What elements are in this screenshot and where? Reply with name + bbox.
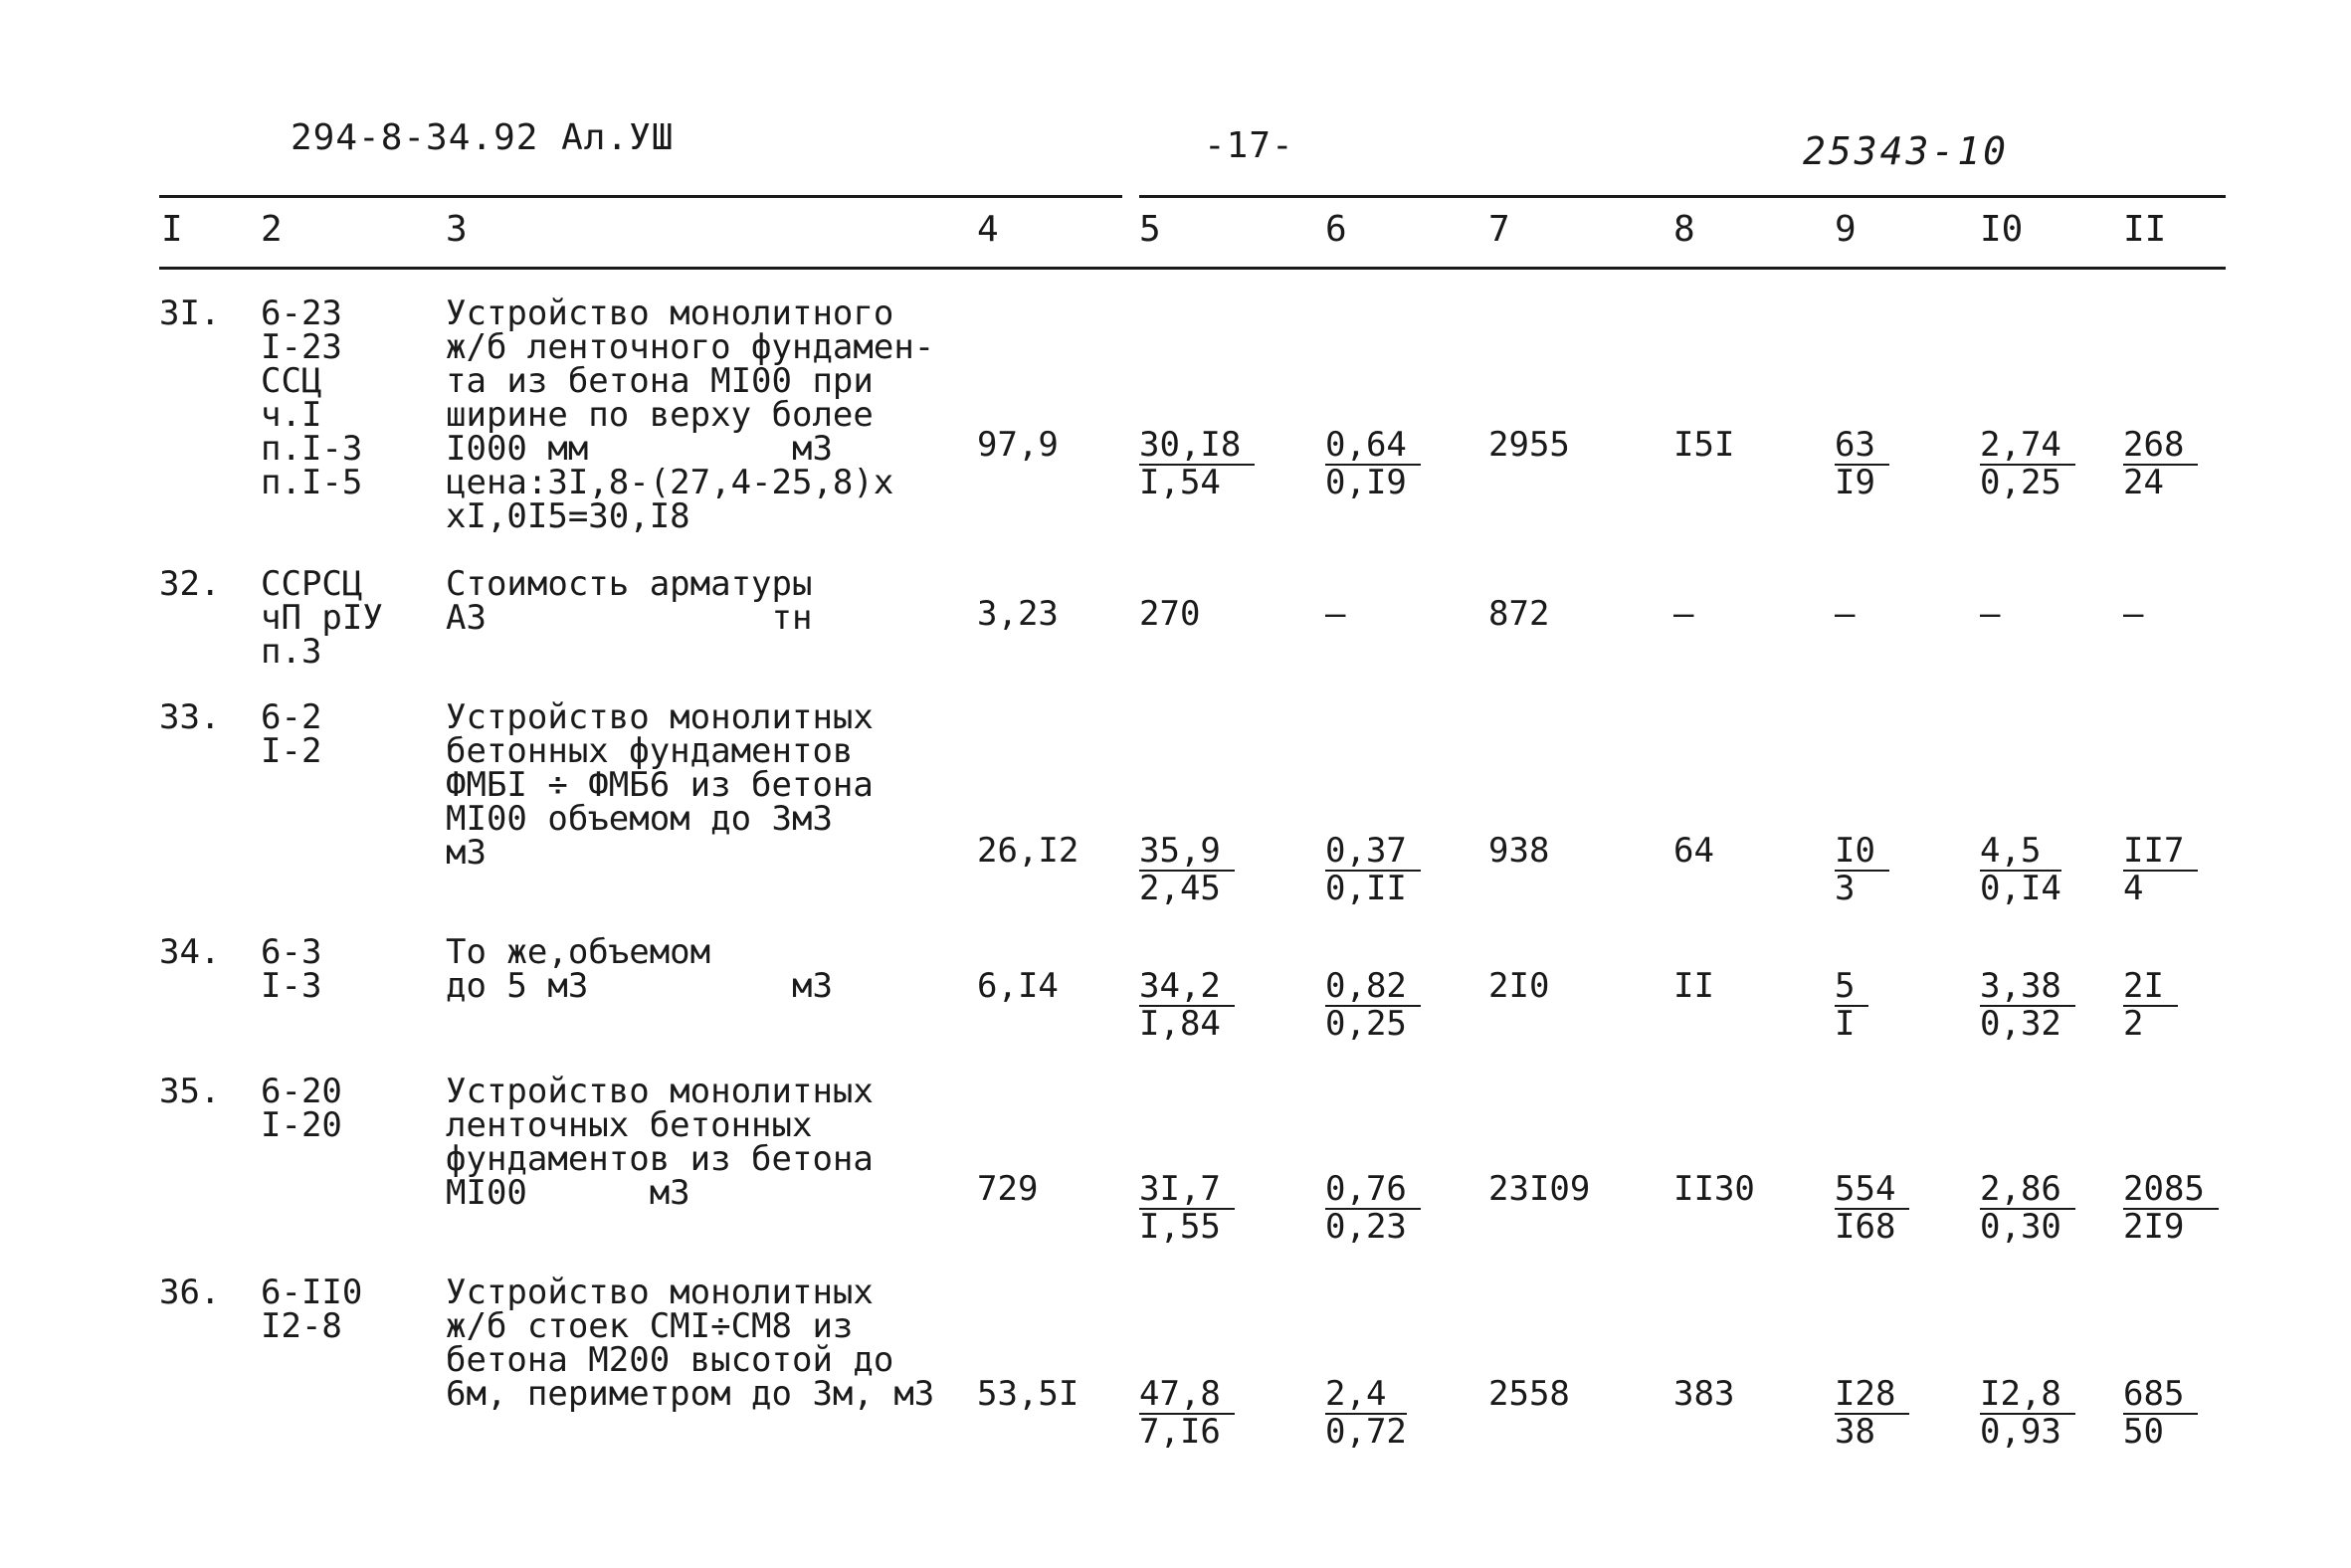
- quantity: 3,23: [977, 594, 1059, 634]
- row-number: 32.: [159, 564, 221, 604]
- row-number: 35.: [159, 1072, 221, 1111]
- work-description: Устройство монолитных бетонных фундаментов ФМБI ÷ ФМБ6 из бетона МI00 объемом до 3м3 м3: [446, 697, 874, 873]
- fraction-denominator: 38: [1835, 1412, 1875, 1452]
- total-cost: 2558: [1488, 1374, 1570, 1414]
- fraction-numerator: 2,4: [1325, 1377, 1407, 1415]
- unit-cost: 270: [1139, 594, 1201, 634]
- unit-labor-fraction: [1325, 831, 1421, 908]
- norm-code: 6-23 I-23 ССЦ ч.I п.I-3 п.I-5: [261, 294, 363, 502]
- column-header-6: 6: [1325, 209, 1347, 250]
- column-header-11: II: [2123, 209, 2167, 250]
- fraction-denominator: 7,I6: [1139, 1412, 1221, 1452]
- labor-unit-fraction: [1980, 1169, 2075, 1247]
- fraction-denominator: 0,I9: [1325, 463, 1407, 502]
- unit-labor-fraction: [1325, 425, 1421, 502]
- fraction-numerator: 30,I8: [1139, 428, 1255, 466]
- fraction-denominator: 0,32: [1980, 1004, 2061, 1044]
- fraction-denominator: 0,30: [1980, 1207, 2061, 1247]
- fraction-denominator: I: [1835, 1004, 1856, 1044]
- labor-total-fraction: [2123, 1169, 2219, 1247]
- fraction-numerator: 0,76: [1325, 1172, 1421, 1210]
- labor-total-fraction: [2123, 1374, 2198, 1452]
- fraction-numerator: 2,74: [1980, 428, 2075, 466]
- quantity: 53,5I: [977, 1374, 1079, 1414]
- fraction-denominator: I9: [1835, 463, 1875, 502]
- wages: 383: [1673, 1374, 1735, 1414]
- total-cost: 872: [1488, 594, 1550, 634]
- fraction-numerator: 5: [1835, 969, 1868, 1007]
- fraction-denominator: 0,II: [1325, 869, 1407, 908]
- fraction-numerator: 3I,7: [1139, 1172, 1235, 1210]
- norm-code: 6-3 I-3: [261, 932, 322, 1006]
- fraction-numerator: 554: [1835, 1172, 1909, 1210]
- total-cost: 938: [1488, 831, 1550, 871]
- header-bottom-rule: [159, 267, 2226, 270]
- unit-cost-fraction: [1139, 425, 1255, 502]
- quantity: 729: [977, 1169, 1039, 1209]
- row-number: 34.: [159, 932, 221, 972]
- column-header-4: 4: [977, 209, 999, 250]
- fraction-denominator: 2I9: [2123, 1207, 2185, 1247]
- wages: 64: [1673, 831, 1714, 871]
- total-cost: 2955: [1488, 425, 1570, 465]
- fraction-denominator: 50: [2123, 1412, 2164, 1452]
- fraction-numerator: 2,86: [1980, 1172, 2075, 1210]
- fraction-numerator: 268: [2123, 428, 2198, 466]
- fraction-numerator: 685: [2123, 1377, 2198, 1415]
- fraction-numerator: II7: [2123, 834, 2198, 872]
- fraction-numerator: I28: [1835, 1377, 1909, 1415]
- fraction-numerator: 2085: [2123, 1172, 2219, 1210]
- unit-labor: –: [1325, 594, 1346, 634]
- quantity: 26,I2: [977, 831, 1079, 871]
- fraction-denominator: 0,I4: [1980, 869, 2061, 908]
- unit-cost-fraction: [1139, 831, 1235, 908]
- labor-total: –: [2123, 594, 2144, 634]
- fraction-denominator: 24: [2123, 463, 2164, 502]
- fraction-denominator: I,84: [1139, 1004, 1221, 1044]
- norm-code: 6-20 I-20: [261, 1072, 342, 1145]
- work-description: Устройство монолитного ж/б ленточного фундамен- та из бетона МI00 при ширине по верху более I000 мм м3 цена:3I,8-(27,4-25,8)х хI,0I5=30,I8: [446, 294, 935, 536]
- labor-total-fraction: [2123, 425, 2198, 502]
- column-header-10: I0: [1980, 209, 2024, 250]
- labor-unit-fraction: [1980, 425, 2075, 502]
- wages: I5I: [1673, 425, 1735, 465]
- norm-code: 6-II0 I2-8: [261, 1273, 363, 1346]
- fraction-numerator: 2I: [2123, 969, 2178, 1007]
- fraction-denominator: I68: [1835, 1207, 1896, 1247]
- column-header-5: 5: [1139, 209, 1161, 250]
- machines-fraction: [1835, 425, 1889, 502]
- sheet-number: 25343-10: [1803, 129, 2010, 173]
- fraction-denominator: 4: [2123, 869, 2144, 908]
- quantity: 6,I4: [977, 966, 1059, 1006]
- fraction-numerator: I2,8: [1980, 1377, 2075, 1415]
- labor-total-fraction: [2123, 966, 2178, 1044]
- column-header-3: 3: [446, 209, 468, 250]
- fraction-denominator: 3: [1835, 869, 1856, 908]
- table-top-rule-right: [1139, 195, 2226, 198]
- fraction-numerator: 0,82: [1325, 969, 1421, 1007]
- fraction-numerator: 3,38: [1980, 969, 2075, 1007]
- fraction-numerator: 4,5: [1980, 834, 2061, 872]
- fraction-denominator: 0,25: [1325, 1004, 1407, 1044]
- machines: –: [1835, 594, 1856, 634]
- table-top-rule-left: [159, 195, 1122, 198]
- row-number: 36.: [159, 1273, 221, 1312]
- norm-code: 6-2 I-2: [261, 697, 322, 771]
- labor-unit-fraction: [1980, 966, 2075, 1044]
- column-header-7: 7: [1488, 209, 1510, 250]
- column-header-9: 9: [1835, 209, 1857, 250]
- column-header-8: 8: [1673, 209, 1695, 250]
- fraction-numerator: 47,8: [1139, 1377, 1235, 1415]
- labor-unit-fraction: [1980, 1374, 2075, 1452]
- norm-code: ССРСЦ чП рIУ п.3: [261, 564, 383, 672]
- unit-labor-fraction: [1325, 966, 1421, 1044]
- fraction-denominator: 0,25: [1980, 463, 2061, 502]
- unit-cost-fraction: [1139, 1374, 1235, 1452]
- wages: –: [1673, 594, 1694, 634]
- fraction-numerator: 0,37: [1325, 834, 1421, 872]
- wages: II: [1673, 966, 1714, 1006]
- fraction-denominator: 0,23: [1325, 1207, 1407, 1247]
- column-header-2: 2: [261, 209, 283, 250]
- column-header-1: I: [161, 209, 183, 250]
- fraction-denominator: 2,45: [1139, 869, 1221, 908]
- fraction-numerator: 0,64: [1325, 428, 1421, 466]
- row-number: 3I.: [159, 294, 221, 333]
- labor-unit: –: [1980, 594, 2001, 634]
- page-number: -17-: [1204, 125, 1294, 166]
- fraction-numerator: 35,9: [1139, 834, 1235, 872]
- fraction-numerator: 34,2: [1139, 969, 1235, 1007]
- machines-fraction: [1835, 966, 1868, 1044]
- wages: II30: [1673, 1169, 1755, 1209]
- unit-labor-fraction: [1325, 1374, 1407, 1452]
- fraction-denominator: I,54: [1139, 463, 1221, 502]
- document-code: 294-8-34.92 Ал.УШ: [291, 117, 675, 158]
- unit-cost-fraction: [1139, 1169, 1235, 1247]
- fraction-denominator: I,55: [1139, 1207, 1221, 1247]
- machines-fraction: [1835, 1169, 1909, 1247]
- unit-cost-fraction: [1139, 966, 1235, 1044]
- work-description: Устройство монолитных ленточных бетонных фундаментов из бетона МI00 м3: [446, 1072, 874, 1213]
- fraction-denominator: 2: [2123, 1004, 2144, 1044]
- fraction-numerator: I0: [1835, 834, 1889, 872]
- quantity: 97,9: [977, 425, 1059, 465]
- machines-fraction: [1835, 1374, 1909, 1452]
- labor-total-fraction: [2123, 831, 2198, 908]
- machines-fraction: [1835, 831, 1889, 908]
- fraction-denominator: 0,72: [1325, 1412, 1407, 1452]
- fraction-numerator: 63: [1835, 428, 1889, 466]
- unit-labor-fraction: [1325, 1169, 1421, 1247]
- total-cost: 2I0: [1488, 966, 1550, 1006]
- labor-unit-fraction: [1980, 831, 2061, 908]
- work-description: Устройство монолитных ж/б стоек СМI÷СМ8 из бетона М200 высотой до 6м, периметром до 3м, м3: [446, 1273, 935, 1414]
- work-description: Стоимость арматуры А3 тн: [446, 564, 813, 638]
- fraction-denominator: 0,93: [1980, 1412, 2061, 1452]
- work-description: То же,объемом до 5 м3 м3: [446, 932, 833, 1006]
- total-cost: 23I09: [1488, 1169, 1591, 1209]
- row-number: 33.: [159, 697, 221, 737]
